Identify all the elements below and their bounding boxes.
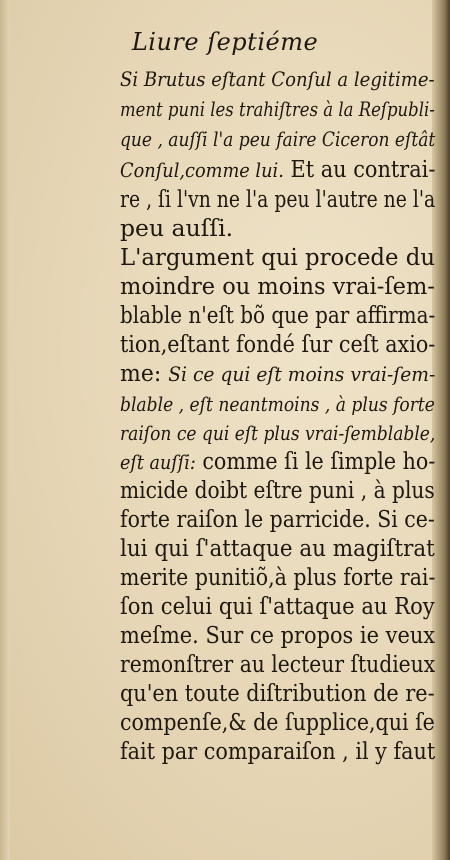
text-line: [120, 185, 435, 213]
text-line: [120, 214, 233, 242]
roman-text: micide doibt eſtre puni , à plus: [120, 476, 435, 504]
roman-text: lui qui ſ'attaque au magiſtrat: [120, 534, 435, 562]
roman-text: forte raiſon le parricide. Si ce-: [120, 505, 435, 533]
italic-text: que , auſſi l'a peu faire Ciceron eſtât: [120, 127, 436, 151]
roman-text: tion,eſtant fondé ſur ceſt axio-: [120, 330, 436, 358]
roman-text: remonſtrer au lecteur ſtudieux: [120, 650, 436, 678]
text-line: [120, 708, 435, 736]
text-line: [120, 272, 435, 300]
roman-text: L'argument qui procede du: [120, 243, 435, 271]
italic-text: Conſul,comme lui.: [120, 158, 284, 182]
roman-text: merite punitiõ,à plus forte rai-: [120, 563, 436, 591]
italic-text: eſt auſſi:: [120, 450, 196, 474]
text-line: [120, 737, 435, 765]
roman-text: re , ſi l'vn ne l'a peu l'autre ne l'a: [120, 185, 436, 213]
text-line: [120, 64, 435, 92]
roman-text: peu auſſi.: [120, 214, 234, 242]
text-line: [120, 155, 435, 183]
roman-text: comme ſi le ſimple ho-: [195, 447, 436, 475]
italic-text: Si ce qui eſt moins vrai-ſem-: [168, 362, 436, 386]
text-line: [120, 94, 435, 122]
italic-text: ment puni les trahiſtres à la Reſpubli-: [120, 97, 435, 121]
text-line: [120, 592, 435, 620]
text-line: [120, 124, 435, 152]
text-line: [120, 679, 435, 707]
text-line: [120, 418, 435, 446]
page-left-edge: [0, 0, 10, 860]
text-line: [120, 389, 435, 417]
roman-text: ſon celui qui ſ'attaque au Roy: [120, 592, 435, 620]
text-line: [120, 534, 435, 562]
text-line: [120, 243, 435, 271]
roman-text: Et au contrai-: [283, 155, 436, 183]
italic-text: raiſon ce qui eſt plus vrai-ſemblable,: [120, 421, 436, 445]
text-line: [120, 330, 435, 358]
roman-text: blable n'eſt bõ que par affirma-: [120, 301, 436, 329]
running-head: Liure ſeptiéme: [131, 28, 319, 56]
text-line: [120, 447, 435, 475]
roman-text: compenſe,& de ſupplice,qui ſe: [120, 708, 435, 736]
italic-text: blable , eſt neantmoins , à plus forte: [120, 392, 435, 416]
roman-text: meſme. Sur ce propos ie veux: [120, 621, 436, 649]
text-line: [120, 650, 435, 678]
roman-text: me:: [120, 359, 169, 387]
text-line: [120, 505, 435, 533]
roman-text: fait par comparaiſon , il y faut: [120, 737, 436, 765]
text-line: [120, 563, 435, 591]
text-line: [120, 621, 435, 649]
roman-text: moindre ou moins vrai-ſem-: [120, 272, 435, 300]
text-line: [120, 359, 435, 387]
text-line: [120, 476, 435, 504]
roman-text: qu'en toute diſtribution de re-: [120, 679, 435, 707]
italic-text: Si Brutus eſtant Conſul a legitime-: [120, 67, 435, 91]
text-line: [120, 301, 435, 329]
